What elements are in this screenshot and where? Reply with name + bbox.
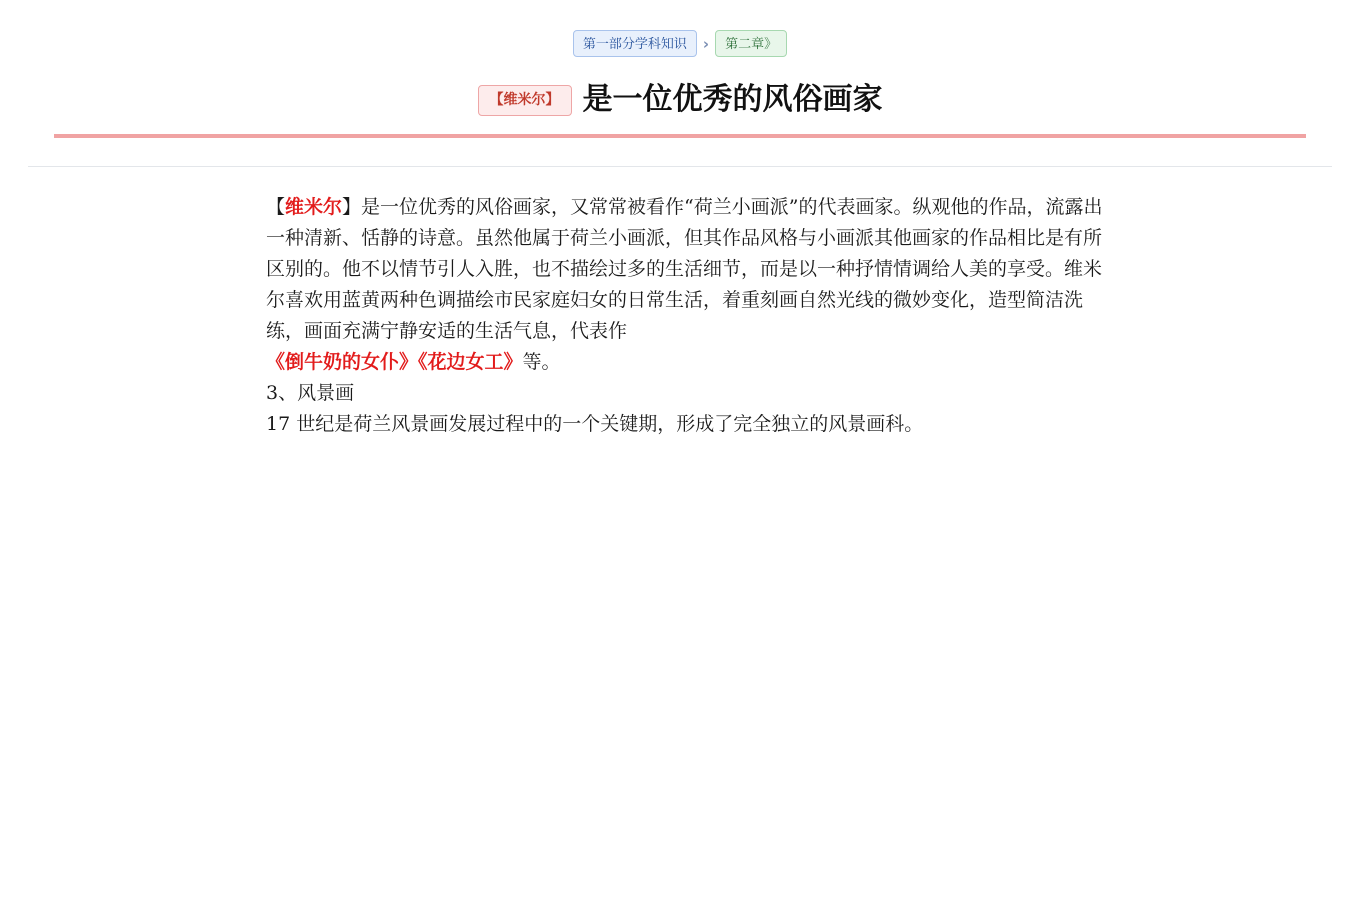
title-tag-badge: 【维米尔】: [478, 85, 572, 116]
paragraph-vermeer: [266, 192, 1116, 378]
page-title: [0, 80, 1360, 120]
highlight-name: 维米尔: [285, 196, 343, 218]
chevron-right-icon: ›: [702, 34, 710, 53]
highlight-works: 《倒牛奶的女仆》《花边女工》: [266, 351, 523, 373]
paragraph-ending: 等。: [522, 351, 561, 373]
title-text: 是一位优秀的风俗画家: [582, 82, 883, 117]
content-body: [266, 192, 1116, 440]
breadcrumb: [0, 30, 1360, 57]
bracket-close: 】: [342, 196, 362, 218]
paragraph-text: 是一位优秀的风俗画家，又常常被看作“荷兰小画派”的代表画家。纵观他的作品，流露出一种清新、恬静的诗意。虽然他属于荷兰小画派，但其作品风格与小画派其他画家的作品相比是有所区别的。他不以情节引人入胜，也不描绘过多的生活细节，而是以一种抒情情调给人美的享受。维米尔喜欢用蓝黄两种色调描绘市民家庭妇女的日常生活，着重刻画自然光线的微妙变化，造型简洁洗练，画面充满宁静安适的生活气息，代表作: [266, 196, 1103, 342]
bracket-open: 【: [266, 196, 286, 218]
section-heading-landscape: 3、风景画: [266, 382, 355, 404]
header-divider: [28, 166, 1332, 167]
title-underline: [54, 134, 1306, 138]
paragraph-landscape: 17 世纪是荷兰风景画发展过程中的一个关键期，形成了完全独立的风景画科。: [266, 413, 924, 435]
breadcrumb-chapter[interactable]: 第二章》: [715, 30, 787, 57]
breadcrumb-part[interactable]: 第一部分学科知识: [573, 30, 697, 57]
